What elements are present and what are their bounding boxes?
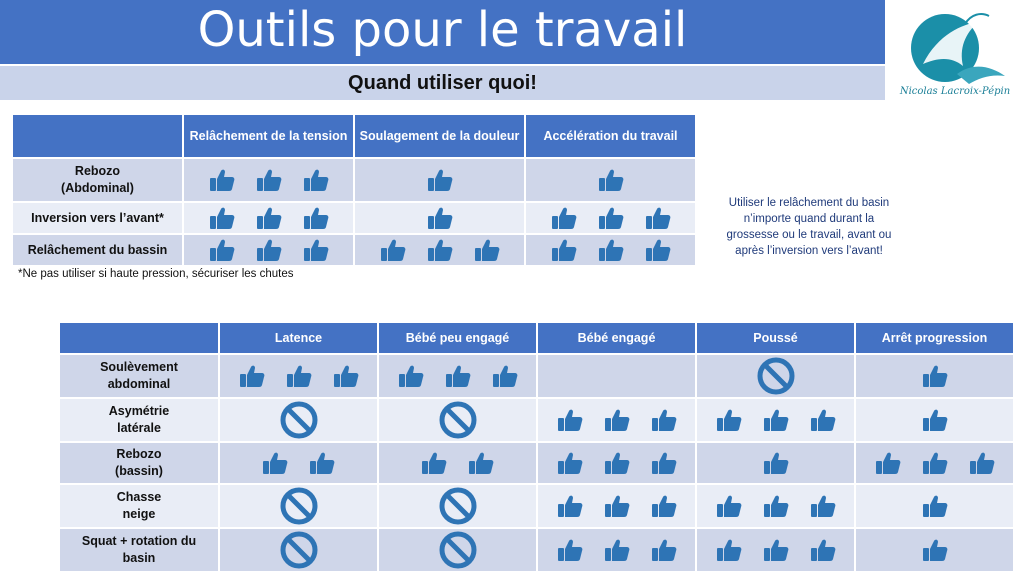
thumbs-up-icon [303, 238, 329, 262]
rating-cell [219, 528, 378, 572]
rating-cell [696, 398, 855, 442]
table-row [12, 202, 696, 234]
table-row [12, 158, 696, 202]
thumbs-up-icon [598, 168, 624, 192]
thumbs-up-icon [557, 538, 583, 562]
thumbs-up-icon [716, 538, 742, 562]
rating-cell [378, 442, 537, 484]
thumbs-up-icon [492, 364, 518, 388]
thumbs-up-icon [763, 538, 789, 562]
thumbs-up-icon [922, 408, 948, 432]
row-label: Rebozo (Abdominal) [12, 158, 183, 202]
table-row [59, 528, 1014, 572]
no-entry-icon [438, 486, 478, 526]
thumbs-up-icon [598, 238, 624, 262]
rating-cell [537, 354, 696, 398]
rating-cell [537, 398, 696, 442]
thumbs-up-icon [651, 451, 677, 475]
thumbs-up-icon [380, 238, 406, 262]
thumbs-up-icon [286, 364, 312, 388]
thumbs-up-icon [239, 364, 265, 388]
rating-cell [537, 442, 696, 484]
thumbs-up-icon [256, 238, 282, 262]
thumbs-up-icon [551, 206, 577, 230]
column-header: Latence [219, 322, 378, 354]
thumbs-up-icon [810, 494, 836, 518]
rating-cell [525, 202, 696, 234]
rating-cell [378, 354, 537, 398]
page-subtitle: Quand utiliser quoi! [348, 72, 537, 94]
thumbs-up-icon [551, 238, 577, 262]
column-header [12, 114, 183, 158]
column-header: Arrêt progression [855, 322, 1014, 354]
rating-cell [696, 354, 855, 398]
no-entry-icon [438, 530, 478, 570]
thumbs-up-icon [209, 238, 235, 262]
logo-caption: Nicolas Lacroix-Pépin [899, 86, 1011, 97]
column-header: Relâchement de la tension [183, 114, 354, 158]
thumbs-up-icon [427, 168, 453, 192]
rating-cell [219, 398, 378, 442]
rating-cell [537, 528, 696, 572]
thumbs-up-icon [651, 494, 677, 518]
thumbs-up-icon [875, 451, 901, 475]
footnote: *Ne pas utiliser si haute pression, sécuriser les chutes [18, 268, 294, 280]
rating-cell [183, 202, 354, 234]
rating-cell [525, 234, 696, 266]
thumbs-up-icon [303, 206, 329, 230]
column-header [59, 322, 219, 354]
thumbs-up-icon [256, 168, 282, 192]
rating-cell [219, 484, 378, 528]
column-header: Accélération du travail [525, 114, 696, 158]
no-entry-icon [279, 486, 319, 526]
thumbs-up-icon [763, 408, 789, 432]
table-row [12, 234, 696, 266]
column-header: Bébé engagé [537, 322, 696, 354]
stages-table [58, 321, 1015, 573]
thumbs-up-icon [468, 451, 494, 475]
thumbs-up-icon [651, 408, 677, 432]
thumbs-up-icon [645, 238, 671, 262]
rating-cell [537, 484, 696, 528]
thumbs-up-icon [209, 206, 235, 230]
rating-cell [378, 484, 537, 528]
rating-cell [219, 354, 378, 398]
thumbs-up-icon [427, 206, 453, 230]
thumbs-up-icon [557, 451, 583, 475]
rating-cell [219, 442, 378, 484]
column-header: Poussé [696, 322, 855, 354]
rating-cell [354, 158, 525, 202]
thumbs-up-icon [604, 494, 630, 518]
thumbs-up-icon [427, 238, 453, 262]
row-label: Rebozo (bassin) [59, 442, 219, 484]
thumbs-up-icon [651, 538, 677, 562]
thumbs-up-icon [333, 364, 359, 388]
table-row [59, 442, 1014, 484]
row-label: Inversion vers l’avant* [12, 202, 183, 234]
thumbs-up-icon [309, 451, 335, 475]
thumbs-up-icon [445, 364, 471, 388]
rating-cell [855, 354, 1014, 398]
rating-cell [183, 158, 354, 202]
row-label: Relâchement du bassin [12, 234, 183, 266]
no-entry-icon [756, 356, 796, 396]
rating-cell [855, 398, 1014, 442]
thumbs-up-icon [604, 538, 630, 562]
rating-cell [855, 484, 1014, 528]
row-label: Chasse neige [59, 484, 219, 528]
thumbs-up-icon [763, 494, 789, 518]
column-header: Soulagement de la douleur [354, 114, 525, 158]
thumbs-up-icon [557, 494, 583, 518]
thumbs-up-icon [810, 538, 836, 562]
thumbs-up-icon [398, 364, 424, 388]
rating-cell [696, 528, 855, 572]
no-entry-icon [279, 400, 319, 440]
table-row [59, 484, 1014, 528]
rating-cell [183, 234, 354, 266]
rating-cell [855, 528, 1014, 572]
rating-cell [378, 398, 537, 442]
thumbs-up-icon [474, 238, 500, 262]
thumbs-up-icon [716, 494, 742, 518]
thumbs-up-icon [303, 168, 329, 192]
thumbs-up-icon [922, 451, 948, 475]
side-note: Utiliser le relâchement du basin n’importe quand durant la grossesse ou le travail, avant ou après l’inversion vers l’avant! [726, 197, 892, 257]
row-label: Squat + rotation du basin [59, 528, 219, 572]
rating-cell [354, 202, 525, 234]
thumbs-up-icon [209, 168, 235, 192]
thumbs-up-icon [256, 206, 282, 230]
table-row [59, 398, 1014, 442]
thumbs-up-icon [421, 451, 447, 475]
row-label: Asymétrie latérale [59, 398, 219, 442]
rating-cell [354, 234, 525, 266]
table-row [59, 354, 1014, 398]
row-label: Soulèvement abdominal [59, 354, 219, 398]
thumbs-up-icon [557, 408, 583, 432]
rating-cell [855, 442, 1014, 484]
thumbs-up-icon [922, 538, 948, 562]
tools-table [11, 113, 697, 267]
thumbs-up-icon [969, 451, 995, 475]
thumbs-up-icon [922, 494, 948, 518]
no-entry-icon [438, 400, 478, 440]
thumbs-up-icon [262, 451, 288, 475]
rating-cell [696, 484, 855, 528]
thumbs-up-icon [810, 408, 836, 432]
thumbs-up-icon [763, 451, 789, 475]
page-title: Outils pour le travail [197, 2, 688, 58]
no-entry-icon [279, 530, 319, 570]
thumbs-up-icon [598, 206, 624, 230]
thumbs-up-icon [604, 408, 630, 432]
rating-cell [696, 442, 855, 484]
column-header: Bébé peu engagé [378, 322, 537, 354]
thumbs-up-icon [645, 206, 671, 230]
thumbs-up-icon [604, 451, 630, 475]
thumbs-up-icon [716, 408, 742, 432]
rating-cell [525, 158, 696, 202]
rating-cell [378, 528, 537, 572]
thumbs-up-icon [922, 364, 948, 388]
